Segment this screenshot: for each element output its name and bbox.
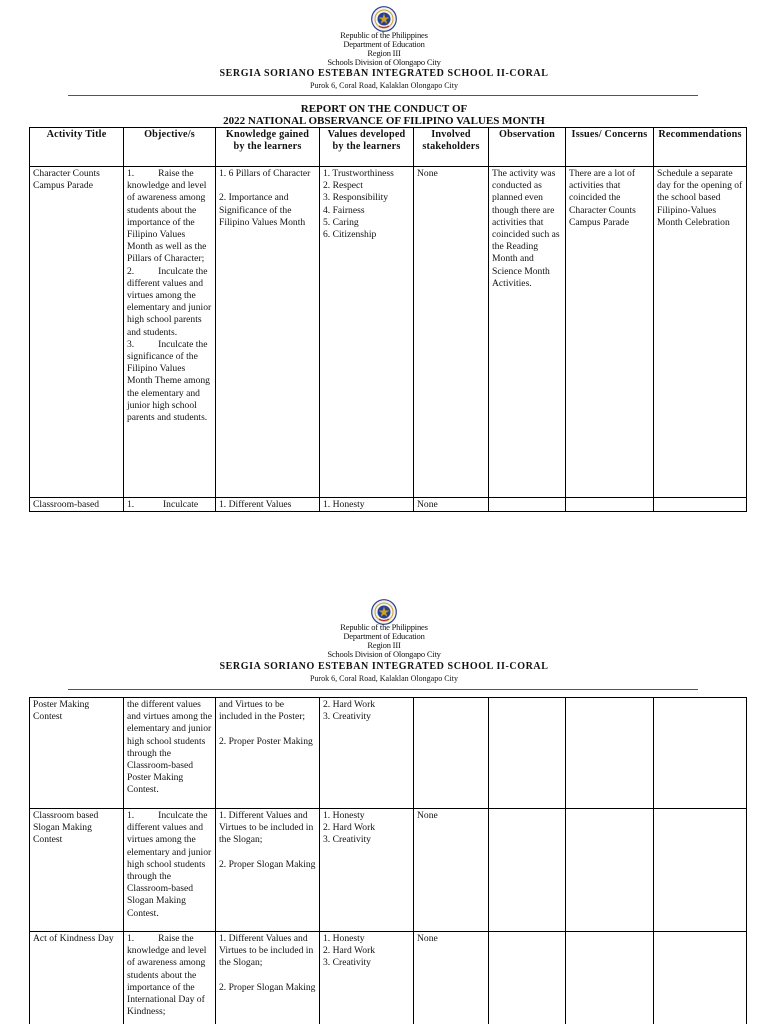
cell-values: 1. Trustworthiness 2. Respect 3. Responsibility 4. Fairness 5. Caring 6. Citizenship <box>320 167 414 498</box>
header-divider <box>68 689 698 690</box>
cell-knowledge: and Virtues to be included in the Poster; 2. Proper Poster Making <box>216 698 320 809</box>
cell-stakeholders <box>414 698 489 809</box>
cell-stakeholders: None <box>414 167 489 498</box>
cell-issues <box>566 809 654 932</box>
header-division: Schools Division of Olongapo City <box>327 649 441 659</box>
page-gap <box>0 520 768 595</box>
table-row <box>30 809 747 932</box>
report-title-line2: 2022 NATIONAL OBSERVANCE OF FILIPINO VALUES MONTH <box>223 115 545 127</box>
cell-observation <box>489 498 566 512</box>
col-header-stakeholders: Involved stakeholders <box>414 128 489 167</box>
col-header-recommendations: Recommendations <box>654 128 747 167</box>
table-row <box>30 932 747 1024</box>
cell-objectives: 1. Inculcate the different values and virtues among the elementary and junior high school students through the Classroom-based Slogan Making Contest. <box>124 809 216 932</box>
table-row <box>30 167 747 498</box>
header-divider <box>68 95 698 96</box>
cell-recommendations <box>654 698 747 809</box>
cell-issues <box>566 932 654 1024</box>
header-division: Schools Division of Olongapo City <box>327 57 441 67</box>
cell-objectives: 1. Raise the knowledge and level of awareness among students about the importance of the Filipino Values Month as well as the Pillars of Character; 2. Inculcate the different values and virtues among the elementary and junior high school parents and students. 3. Inculcate the significance of the Filipino Values Month Theme among the elementary and junior high school parents and students. <box>124 167 216 498</box>
cell-knowledge: 1. Different Values and Virtues to be included in the Slogan; 2. Proper Slogan Making <box>216 809 320 932</box>
cell-issues <box>566 498 654 512</box>
cell-values: 1. Honesty <box>320 498 414 512</box>
cell-knowledge: 1. Different Values and Virtues to be included in the Slogan; 2. Proper Slogan Making <box>216 932 320 1024</box>
cell-stakeholders: None <box>414 809 489 932</box>
cell-objectives: 1. Raise the knowledge and level of awareness among students about the importance of the International Day of Kindness; <box>124 932 216 1024</box>
header-address: Purok 6, Coral Road, Kalaklan Olongapo City <box>310 81 458 90</box>
cell-stakeholders: None <box>414 498 489 512</box>
header-region: Region III <box>367 48 401 58</box>
cell-values: 1. Honesty 2. Hard Work 3. Creativity <box>320 809 414 932</box>
col-header-observation: Observation <box>489 128 566 167</box>
col-header-values: Values developed by the learners <box>320 128 414 167</box>
table-row <box>30 498 747 512</box>
header-address: Purok 6, Coral Road, Kalaklan Olongapo City <box>310 674 458 683</box>
col-header-activity: Activity Title <box>30 128 124 167</box>
cell-knowledge: 1. 6 Pillars of Character 2. Importance and Significance of the Filipino Values Month <box>216 167 320 498</box>
header-school-name: SERGIA SORIANO ESTEBAN INTEGRATED SCHOOL II-CORAL <box>219 661 549 672</box>
col-header-objectives: Objective/s <box>124 128 216 167</box>
cell-observation <box>489 698 566 809</box>
cell-values: 2. Hard Work 3. Creativity <box>320 698 414 809</box>
cell-observation: The activity was conducted as planned even though there are activities that coincided such as the Reading Month and Science Month Activities. <box>489 167 566 498</box>
document-page-2 <box>0 595 768 1024</box>
report-table-page1 <box>29 127 747 512</box>
header-department: Department of Education <box>343 39 425 49</box>
deped-seal-icon <box>371 6 397 32</box>
header-region: Region III <box>367 640 401 650</box>
header-republic: Republic of the Philippines <box>340 622 428 632</box>
cell-observation <box>489 932 566 1024</box>
header-department: Department of Education <box>343 631 425 641</box>
cell-knowledge: 1. Different Values <box>216 498 320 512</box>
table-row <box>30 698 747 809</box>
cell-observation <box>489 809 566 932</box>
header-republic: Republic of the Philippines <box>340 30 428 40</box>
cell-recommendations: Schedule a separate day for the opening of the school based Filipino-Values Month Celebration <box>654 167 747 498</box>
cell-recommendations <box>654 498 747 512</box>
cell-recommendations <box>654 932 747 1024</box>
cell-recommendations <box>654 809 747 932</box>
cell-issues <box>566 698 654 809</box>
col-header-knowledge: Knowledge gained by the learners <box>216 128 320 167</box>
cell-activity: Character Counts Campus Parade <box>30 167 124 498</box>
table-header-row <box>30 128 747 167</box>
report-title-line1: REPORT ON THE CONDUCT OF <box>300 103 468 115</box>
cell-issues: There are a lot of activities that coincided the Character Counts Campus Parade <box>566 167 654 498</box>
report-table-page2 <box>29 697 747 1024</box>
col-header-issues: Issues/ Concerns <box>566 128 654 167</box>
header-school-name: SERGIA SORIANO ESTEBAN INTEGRATED SCHOOL II-CORAL <box>219 68 549 79</box>
cell-activity: Classroom-based <box>30 498 124 512</box>
cell-values: 1. Honesty 2. Hard Work 3. Creativity <box>320 932 414 1024</box>
cell-objectives: the different values and virtues among the elementary and junior high school students through the Classroom-based Poster Making Contest. <box>124 698 216 809</box>
cell-activity: Poster Making Contest <box>30 698 124 809</box>
cell-activity: Act of Kindness Day <box>30 932 124 1024</box>
cell-stakeholders: None <box>414 932 489 1024</box>
cell-objectives: 1. Inculcate <box>124 498 216 512</box>
cell-activity: Classroom based Slogan Making Contest <box>30 809 124 932</box>
